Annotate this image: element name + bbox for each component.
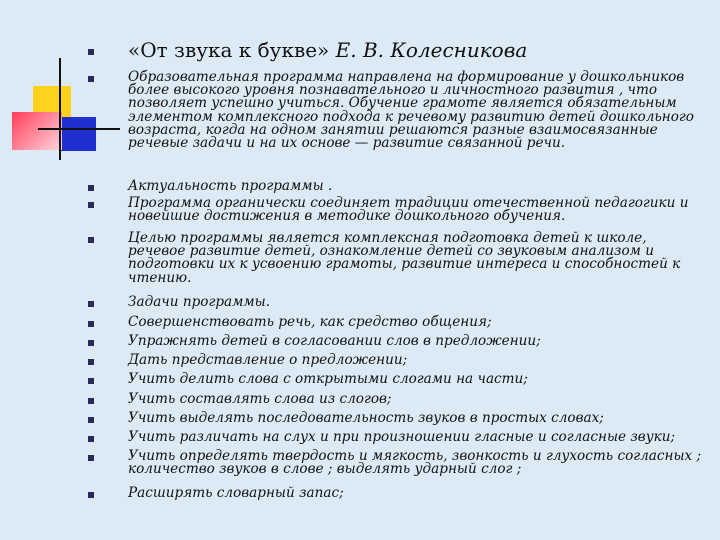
bullet-icon — [88, 398, 94, 404]
bullet-icon — [88, 378, 94, 384]
list-item: Программа органически соединяет традиции отечественной педагогики и новейшие достижения в методике дошкольного обучения. — [128, 195, 689, 225]
bullet-icon — [88, 321, 94, 327]
list-item: Задачи программы. — [128, 294, 271, 310]
list-item: Актуальность программы . — [128, 178, 333, 194]
title-author: Е. В. Колесникова — [335, 38, 528, 62]
list-item: Расширять словарный запас; — [128, 485, 344, 501]
decorative-squares — [0, 0, 120, 170]
title-work: «От звука к букве» — [128, 38, 330, 62]
list-item: Целью программы является комплексная подготовка детей к школе, речевое развитие детей, ознакомление детей со звуковым анализом и подготовки их к усвоению грамоты, развитие интереса и способностей к чтению. — [128, 230, 681, 286]
bullet-icon — [88, 455, 94, 461]
blue-square — [60, 117, 96, 151]
bullet-icon — [88, 340, 94, 346]
bullet-icon — [88, 492, 94, 498]
list-item: Учить выделять последовательность звуков в простых словах; — [128, 410, 604, 426]
list-item: Дать представление о предложении; — [128, 352, 408, 368]
bullet-icon — [88, 237, 94, 243]
horizontal-line — [38, 128, 120, 130]
bullet-icon — [88, 301, 94, 307]
bullet-icon — [88, 417, 94, 423]
title-bullet — [88, 49, 94, 55]
list-item: Учить определять твердость и мягкость, звонкость и глухость согласных ; количество звуков в слове ; выделять ударный слог ; — [128, 448, 702, 478]
bullet-icon — [88, 436, 94, 442]
bullet-icon — [88, 76, 94, 82]
red-gradient-square — [12, 112, 62, 150]
list-item: Образовательная программа направлена на формирование у дошкольников более высокого уровня познавательного и личностного развития , что позволяет успешно учиться. Обучение грамоте является обязательным элементом комплексного подхода к речевому развитию детей дошкольного возраста, когда на одном занятии решаются разные взаимосвязанные речевые задачи и на их основе — развитие связанной речи. — [128, 69, 694, 152]
list-item: Учить составлять слова из слогов; — [128, 391, 392, 407]
list-item: Упражнять детей в согласовании слов в предложении; — [128, 333, 541, 349]
list-item: Совершенствовать речь, как средство общения; — [128, 314, 492, 330]
list-item: Учить различать на слух и при произношении гласные и согласные звуки; — [128, 429, 676, 445]
vertical-line — [59, 58, 61, 160]
list-item: Учить делить слова с открытыми слогами на части; — [128, 371, 528, 387]
bullet-icon — [88, 202, 94, 208]
bullet-icon — [88, 359, 94, 365]
bullet-icon — [88, 185, 94, 191]
